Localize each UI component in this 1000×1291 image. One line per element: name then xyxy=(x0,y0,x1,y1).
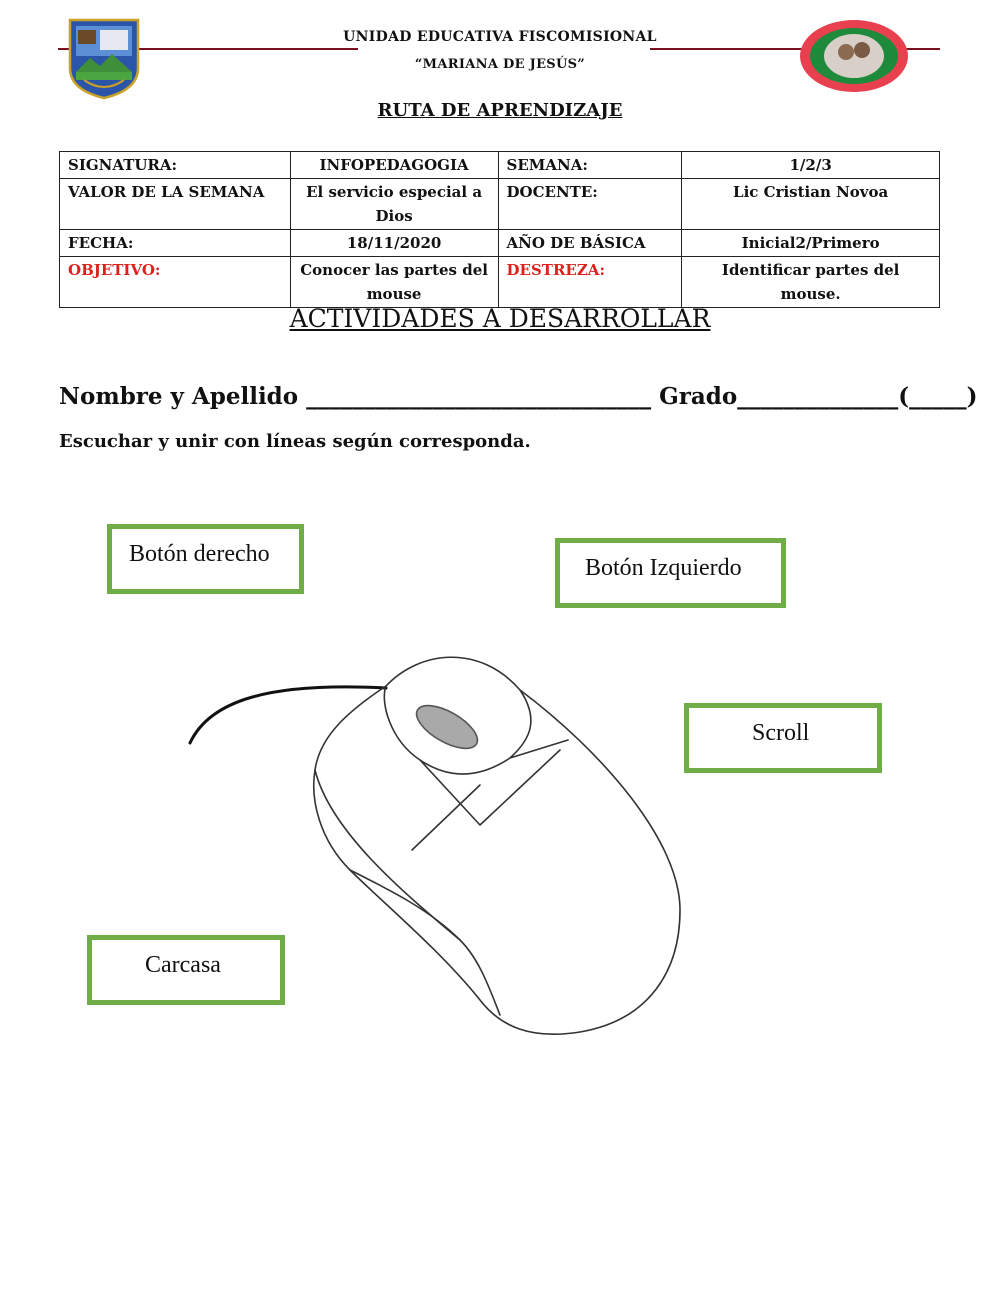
label-casing: Carcasa xyxy=(145,952,221,978)
table-cell-value: INFOPEDAGOGIA xyxy=(290,152,498,179)
student-name-line[interactable]: Nombre y Apellido ______________________________ Grado______________(_____) xyxy=(59,383,978,410)
table-cell-label-objective: OBJETIVO: xyxy=(60,257,291,308)
route-title: RUTA DE APRENDIZAJE xyxy=(377,100,623,121)
table-cell-label: VALOR DE LA SEMANA xyxy=(60,179,291,230)
label-box-left-button[interactable] xyxy=(555,538,786,608)
table-cell-label: DOCENTE: xyxy=(498,179,682,230)
mouse-illustration xyxy=(180,640,700,1040)
label-box-scroll[interactable] xyxy=(684,703,882,773)
label-scroll: Scroll xyxy=(752,720,810,746)
label-box-right-button[interactable] xyxy=(107,524,304,594)
activities-title: ACTIVIDADES A DESARROLLAR xyxy=(289,304,711,333)
table-row xyxy=(60,152,940,179)
table-cell-value: Conocer las partes del mouse xyxy=(290,257,498,308)
table-row xyxy=(60,179,940,230)
table-cell-value: El servicio especial a Dios xyxy=(290,179,498,230)
label-right-button: Botón derecho xyxy=(129,541,270,567)
table-cell-value: 1/2/3 xyxy=(682,152,940,179)
table-cell-label: AÑO DE BÁSICA xyxy=(498,230,682,257)
table-row xyxy=(60,257,940,308)
school-logo-left xyxy=(66,16,142,100)
table-cell-value: Inicial2/Primero xyxy=(682,230,940,257)
info-table xyxy=(59,151,940,308)
table-cell-value: Lic Cristian Novoa xyxy=(682,179,940,230)
school-name-line2: “MARIANA DE JESÚS” xyxy=(414,57,586,72)
school-logo-right xyxy=(796,16,912,96)
table-cell-value: 18/11/2020 xyxy=(290,230,498,257)
instruction-text: Escuchar y unir con líneas según corresponda. xyxy=(59,431,531,452)
table-cell-label: SEMANA: xyxy=(498,152,682,179)
table-cell-label: FECHA: xyxy=(60,230,291,257)
table-cell-label: SIGNATURA: xyxy=(60,152,291,179)
mouse-body-outline xyxy=(314,657,680,1034)
mouse-cable xyxy=(190,687,386,743)
label-left-button: Botón Izquierdo xyxy=(585,555,742,581)
school-name-line1: UNIDAD EDUCATIVA FISCOMISIONAL xyxy=(343,29,657,45)
table-cell-label-skill: DESTREZA: xyxy=(498,257,682,308)
scroll-wheel xyxy=(410,697,484,757)
table-row xyxy=(60,230,940,257)
table-cell-value: Identificar partes del mouse. xyxy=(682,257,940,308)
